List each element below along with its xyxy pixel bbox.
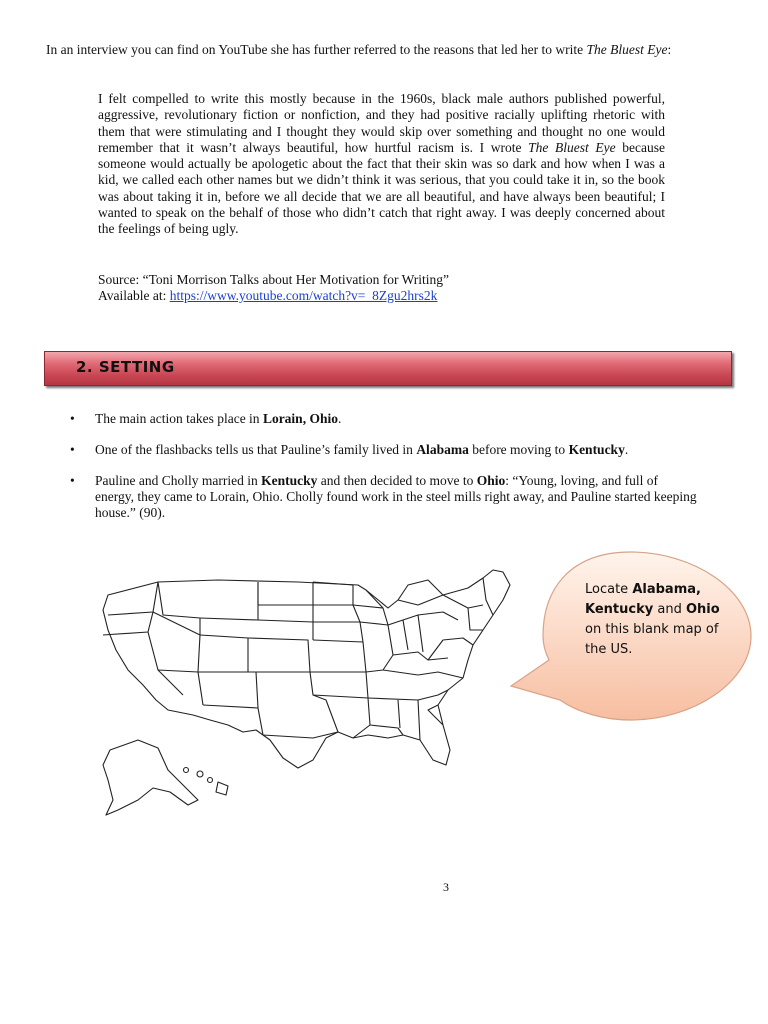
- intro-text: In an interview you can find on YouTube she has further referred to the reasons that led her to write: [46, 42, 584, 57]
- list-item: [70, 473, 700, 521]
- bullet-bold: Alabama: [416, 442, 469, 457]
- source-line: Source: “Toni Morrison Talks about Her Motivation for Writing”: [98, 272, 450, 287]
- bubble-bold: Ohio: [685, 602, 720, 617]
- section-heading: 2. SETTING: [76, 358, 175, 376]
- youtube-link[interactable]: https://www.youtube.com/watch?v=_8Zgu2hrs2k: [169, 288, 438, 303]
- bullet-text: .: [624, 442, 629, 457]
- bubble-text: on this blank map of the US.: [585, 622, 719, 657]
- intro-book-title: The Bluest Eye: [586, 42, 668, 57]
- list-item: [70, 442, 700, 458]
- source-citation: [98, 272, 698, 304]
- bullet-text: One of the flashbacks tells us that Pauline’s family lived in: [95, 442, 413, 457]
- bullet-text: : “Young, loving, and full of energy, they came to Lorain, Ohio. Cholly found work in the steel mills right away, and Pauline started keeping house.” (90).: [95, 473, 697, 520]
- bullet-bold: Ohio: [476, 473, 506, 488]
- quote-book-title: The Bluest Eye: [528, 139, 616, 155]
- bubble-bold: Alabama,: [632, 582, 701, 597]
- list-item: [70, 411, 700, 427]
- bullet-bold: Kentucky: [568, 442, 625, 457]
- bullet-glyph: •: [70, 442, 75, 457]
- intro-paragraph: [46, 42, 726, 58]
- bullet-bold: Lorain, Ohio: [262, 411, 338, 426]
- us-states-outline-map: [98, 560, 523, 830]
- bullet-text: The main action takes place in: [95, 411, 260, 426]
- bullet-text: .: [337, 411, 342, 426]
- bubble-instruction: [585, 580, 735, 660]
- bubble-text: and: [657, 602, 682, 617]
- bullet-text: before moving to: [472, 442, 566, 457]
- bubble-text: Locate: [585, 582, 629, 597]
- intro-colon: :: [667, 42, 672, 57]
- available-line: [98, 288, 698, 304]
- available-label: Available at:: [98, 288, 167, 303]
- block-quote: [98, 91, 665, 238]
- section-heading-bar: [44, 351, 732, 386]
- setting-bullet-list: [70, 411, 700, 536]
- quote-part-1: I felt compelled to write this mostly because in the 1960s, black male authors published powerful, aggressive, revolutionary fiction or nonfiction, and they had positive racially uplifting rhetoric with them that were stimulating and I thought they would skip over something and thought no one would remember that it wasn’t always beautiful, how hurtful racism is. I wrote: [98, 91, 665, 155]
- bullet-glyph: •: [70, 411, 75, 426]
- bubble-bold: Kentucky: [585, 602, 654, 617]
- page-number: 3: [443, 880, 449, 894]
- bullet-text: Pauline and Cholly married in: [95, 473, 258, 488]
- bullet-text: and then decided to move to: [320, 473, 474, 488]
- bullet-glyph: •: [70, 473, 75, 488]
- quote-part-2: because someone would actually be apologetic about the fact that their skin was so dark and how when I was a kid, we called each other names but we didn’t think it was serious, that you could take it in, so the book was about taking it in, before we all decide that we are all beautiful, and have always been beautiful; I wanted to speak on the behalf of those who didn’t catch that right away. I was deeply concerned about the feelings of being ugly.: [98, 139, 665, 237]
- bullet-bold: Kentucky: [261, 473, 318, 488]
